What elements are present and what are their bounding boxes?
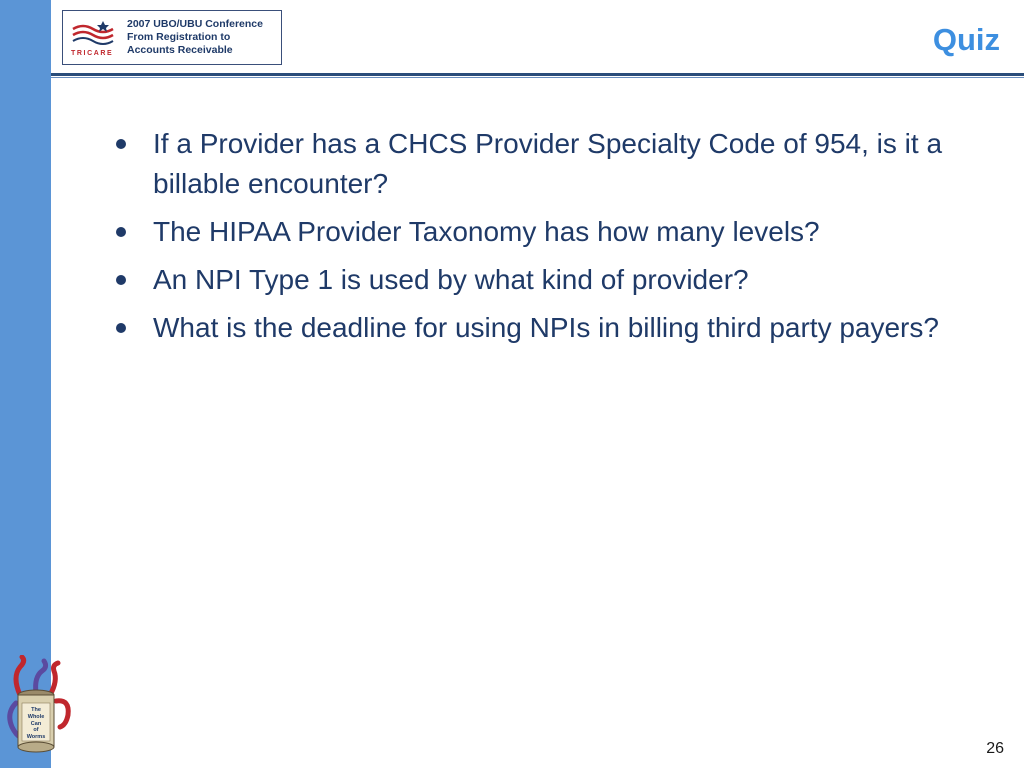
page-number: 26 [986, 740, 1004, 757]
tricare-logo-icon [69, 19, 123, 59]
bullet-text: If a Provider has a CHCS Provider Specialty Code of 954, is it a billable encounter? [153, 128, 943, 199]
logo-line-1: 2007 UBO/UBU Conference [127, 18, 263, 30]
slide-title: Quiz [932, 22, 1000, 57]
bullet-dot-icon [116, 227, 126, 237]
bullet-item [112, 124, 992, 204]
logo-line-3: Accounts Receivable [127, 44, 233, 56]
worms-logo-word: Whole [27, 714, 45, 720]
logo-line-2: From Registration to [127, 31, 231, 43]
worms-logo-word: Worms [26, 734, 46, 740]
header-divider [51, 73, 1024, 76]
left-sidebar-bar [0, 0, 51, 768]
header-divider-thin [51, 77, 1024, 78]
logo-caption [127, 18, 277, 57]
bullet-item [112, 308, 992, 348]
bullet-item [112, 212, 992, 252]
whole-can-of-worms-logo-icon [6, 655, 76, 755]
bullet-item [112, 260, 992, 300]
conference-logo [62, 10, 282, 65]
bullet-text: What is the deadline for using NPIs in billing third party payers? [153, 312, 939, 343]
bullet-dot-icon [116, 323, 126, 333]
worms-logo-word: of [33, 727, 39, 733]
bullet-dot-icon [116, 275, 126, 285]
bullet-dot-icon [116, 139, 126, 149]
bullet-list [112, 124, 992, 356]
tricare-brand-text: TRICARE [71, 50, 114, 57]
worms-logo-word: The [31, 707, 41, 713]
bullet-text: An NPI Type 1 is used by what kind of provider? [153, 264, 749, 295]
bullet-text: The HIPAA Provider Taxonomy has how many levels? [153, 216, 820, 247]
worms-logo-word: Can [30, 721, 42, 727]
